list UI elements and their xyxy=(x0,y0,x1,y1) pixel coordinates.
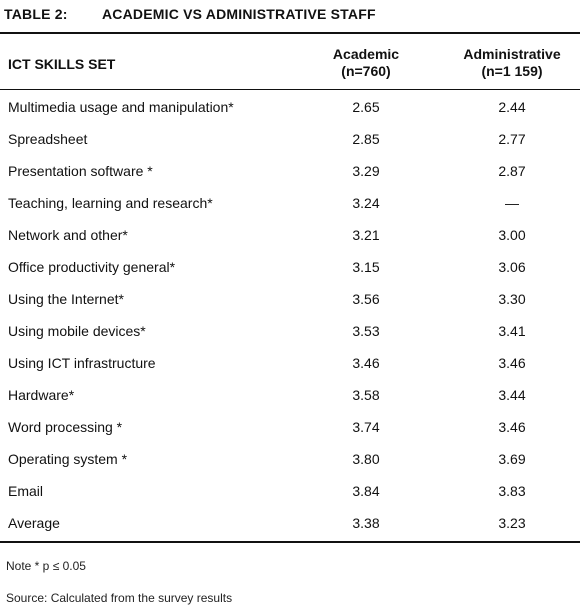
cell-skill: Word processing * xyxy=(8,419,123,435)
header-academic-n: (n=760) xyxy=(341,63,391,79)
cell-skill: Average xyxy=(8,515,60,531)
table-row xyxy=(0,315,580,347)
cell-skill: Hardware* xyxy=(8,387,75,403)
table-row xyxy=(0,155,580,187)
cell-skill: Using mobile devices* xyxy=(8,323,146,339)
cell-administrative: 3.46 xyxy=(498,355,526,371)
table-row xyxy=(0,251,580,283)
table-label: TABLE 2: xyxy=(4,6,68,22)
table-row xyxy=(0,283,580,315)
header-administrative-n: (n=1 159) xyxy=(481,63,543,79)
cell-academic: 3.29 xyxy=(352,163,380,179)
cell-academic: 3.53 xyxy=(352,323,380,339)
table-row xyxy=(0,123,580,155)
header-academic xyxy=(310,46,422,80)
cell-administrative: 2.44 xyxy=(498,99,526,115)
cell-skill: Spreadsheet xyxy=(8,131,88,147)
cell-administrative: 2.87 xyxy=(498,163,526,179)
cell-skill: Using the Internet* xyxy=(8,291,124,307)
table-row xyxy=(0,219,580,251)
header-administrative xyxy=(448,46,576,80)
cell-administrative: 3.83 xyxy=(498,483,526,499)
table-row xyxy=(0,187,580,219)
header-rule xyxy=(0,89,580,90)
header-skills-set: ICT SKILLS SET xyxy=(8,56,116,72)
cell-skill: Operating system * xyxy=(8,451,128,467)
cell-administrative: — xyxy=(505,195,519,211)
cell-academic: 3.15 xyxy=(352,259,380,275)
table-row xyxy=(0,379,580,411)
table-row-average xyxy=(0,507,580,539)
cell-administrative: 3.44 xyxy=(498,387,526,403)
cell-academic: 3.46 xyxy=(352,355,380,371)
table-title xyxy=(4,6,376,22)
cell-administrative: 2.77 xyxy=(498,131,526,147)
cell-administrative: 3.06 xyxy=(498,259,526,275)
cell-skill: Presentation software * xyxy=(8,163,153,179)
bottom-rule xyxy=(0,541,580,543)
cell-academic: 3.84 xyxy=(352,483,380,499)
table-row xyxy=(0,411,580,443)
cell-academic: 2.85 xyxy=(352,131,380,147)
cell-academic: 3.21 xyxy=(352,227,380,243)
header-administrative-label: Administrative xyxy=(463,46,561,62)
cell-academic: 3.56 xyxy=(352,291,380,307)
table-row xyxy=(0,443,580,475)
cell-administrative: 3.23 xyxy=(498,515,526,531)
cell-academic: 3.58 xyxy=(352,387,380,403)
cell-administrative: 3.69 xyxy=(498,451,526,467)
cell-skill: Office productivity general* xyxy=(8,259,176,275)
cell-administrative: 3.41 xyxy=(498,323,526,339)
header-academic-label: Academic xyxy=(332,46,400,62)
table-header xyxy=(0,40,580,86)
cell-academic: 3.74 xyxy=(352,419,380,435)
table-body xyxy=(0,91,580,539)
cell-administrative: 3.30 xyxy=(498,291,526,307)
table-source: Source: Calculated from the survey results xyxy=(6,591,233,605)
cell-skill: Multimedia usage and manipulation* xyxy=(8,99,234,115)
cell-skill: Email xyxy=(8,483,44,499)
cell-academic: 3.38 xyxy=(352,515,380,531)
table-note: Note * p ≤ 0.05 xyxy=(6,559,86,573)
table-row xyxy=(0,91,580,123)
cell-academic: 3.24 xyxy=(352,195,380,211)
top-rule xyxy=(0,32,580,34)
table-title-text: ACADEMIC VS ADMINISTRATIVE STAFF xyxy=(102,6,376,22)
cell-skill: Using ICT infrastructure xyxy=(8,355,156,371)
cell-academic: 3.80 xyxy=(352,451,380,467)
table-row xyxy=(0,475,580,507)
cell-administrative: 3.46 xyxy=(498,419,526,435)
cell-skill: Network and other* xyxy=(8,227,128,243)
cell-skill: Teaching, learning and research* xyxy=(8,195,213,211)
cell-administrative: 3.00 xyxy=(498,227,526,243)
cell-academic: 2.65 xyxy=(352,99,380,115)
table-row xyxy=(0,347,580,379)
